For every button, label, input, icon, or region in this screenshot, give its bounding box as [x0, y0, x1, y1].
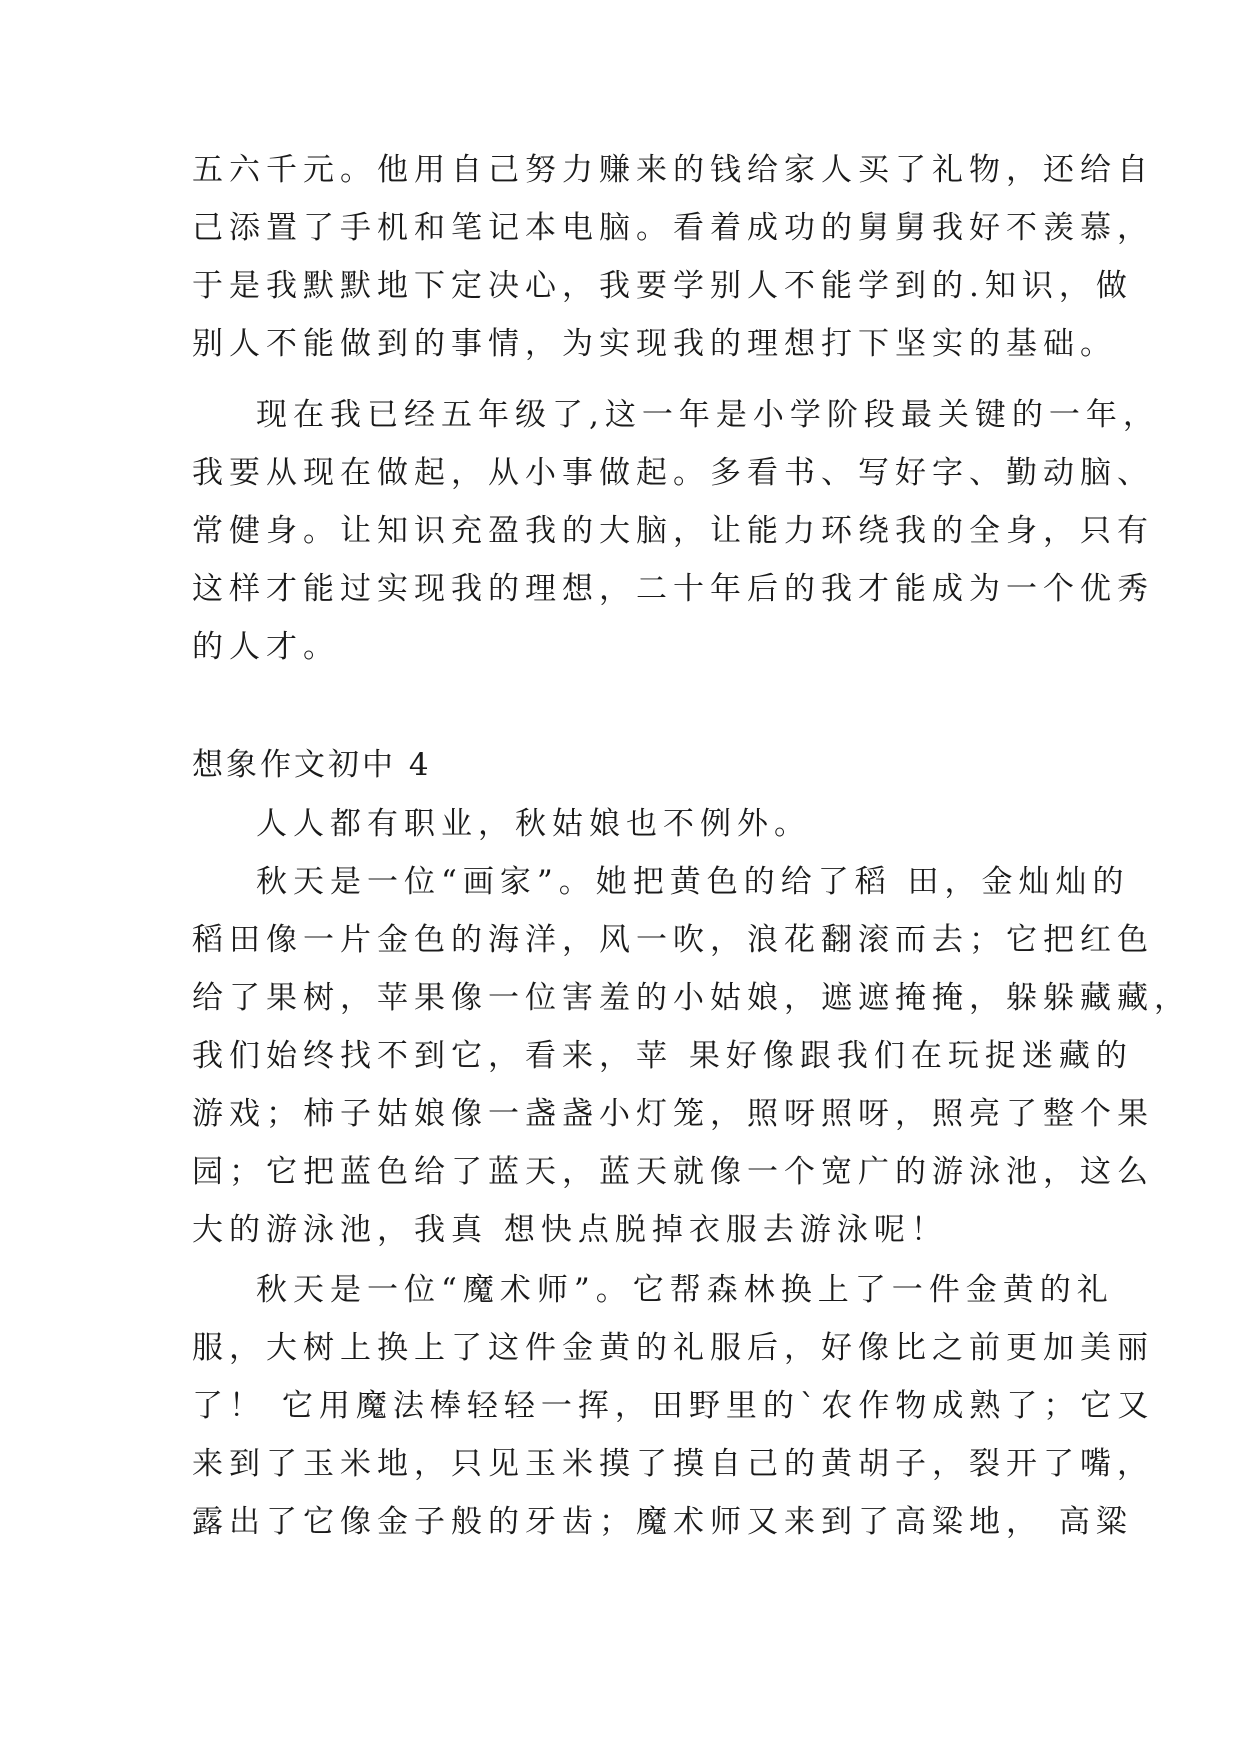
text-line: 常健身。让知识充盈我的大脑，让能力环绕我的全身，只有: [192, 513, 1154, 549]
text-line: 我要从现在做起，从小事做起。多看书、写好字、勤动脑、: [192, 455, 1154, 491]
paragraph-first-line: 人人都有职业，秋姑娘也不例外。: [256, 806, 811, 842]
text-line: 来到了玉米地，只见玉米摸了摸自己的黄胡子，裂开了嘴，: [192, 1446, 1154, 1482]
text-line: 服，大树上换上了这件金黄的礼服后，好像比之前更加美丽: [192, 1330, 1154, 1366]
text-line: 己添置了手机和笔记本电脑。看着成功的舅舅我好不羡慕，: [192, 210, 1154, 246]
text-line: 游戏；柿子姑娘像一盏盏小灯笼，照呀照呀，照亮了整个果: [192, 1096, 1154, 1132]
text-line: 的人才。: [192, 629, 340, 665]
text-line: 这样才能过实现我的理想，二十年后的我才能成为一个优秀: [192, 571, 1154, 607]
text-line: 露出了它像金子般的牙齿；魔术师又来到了高粱地， 高粱: [192, 1504, 1133, 1540]
text-line: 我们始终找不到它，看来，苹 果好像跟我们在玩捉迷藏的: [192, 1038, 1133, 1074]
text-line: 别人不能做到的事情，为实现我的理想打下坚实的基础。: [192, 326, 1117, 362]
paragraph-first-line: 现在我已经五年级了,这一年是小学阶段最关键的一年，: [256, 397, 1160, 433]
text-line: 给了果树，苹果像一位害羞的小姑娘，遮遮掩掩，躲躲藏藏，: [192, 980, 1191, 1016]
paragraph-first-line: 秋天是一位“画家”。她把黄色的给了稻 田，金灿灿的: [256, 864, 1130, 900]
text-line: 于是我默默地下定决心，我要学别人不能学到的.知识，做: [192, 268, 1133, 304]
text-line: 稻田像一片金色的海洋，风一吹，浪花翻滚而去；它把红色: [192, 922, 1154, 958]
section-heading: 想象作文初中 4: [192, 747, 432, 783]
text-line: 大的游泳池，我真 想快点脱掉衣服去游泳呢！: [192, 1212, 948, 1248]
text-line: 五六千元。他用自己努力赚来的钱给家人买了礼物，还给自: [192, 152, 1154, 188]
text-line: 了！ 它用魔法棒轻轻一挥，田野里的`农作物成熟了；它又: [192, 1388, 1155, 1424]
text-line: 园；它把蓝色给了蓝天，蓝天就像一个宽广的游泳池，这么: [192, 1154, 1154, 1190]
paragraph-first-line: 秋天是一位“魔术师”。它帮森林换上了一件金黄的礼: [256, 1272, 1114, 1308]
